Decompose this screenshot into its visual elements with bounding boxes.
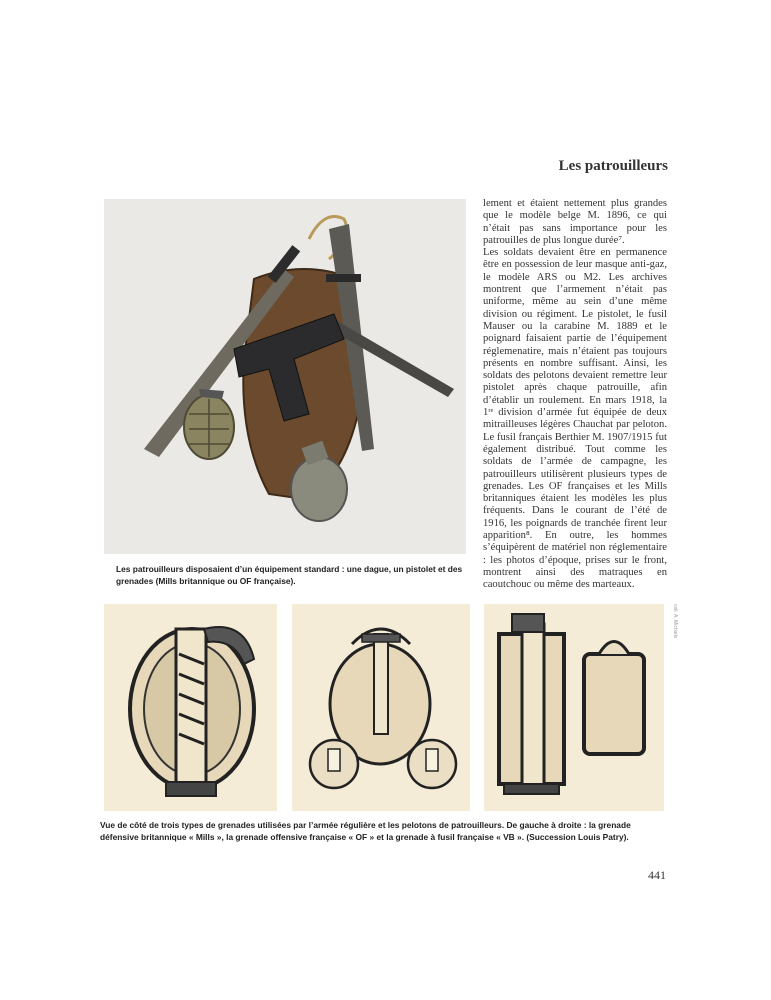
page-number: 441	[648, 868, 666, 882]
equipment-photo	[104, 199, 466, 554]
of-grenade-drawing	[292, 604, 470, 811]
photo-credit: coll. A. Michiels	[672, 604, 678, 639]
photo-caption: Les patrouilleurs disposaient d’un équipement standard : une dague, un pistolet et des grenades (Mills britannique ou OF française).	[116, 564, 463, 586]
body-text	[483, 198, 667, 592]
drawings-caption: Vue de côté de trois types de grenades utilisées par l’armée régulière et les pelotons de patrouilleurs. De gauche à droite : la grenade défensive britannique « Mills », la grenade offensive française « OF » et la grenade à fusil française « VB ». (Succession Louis Patry).	[100, 820, 631, 842]
mills-grenade-drawing	[104, 604, 277, 811]
page-title: Les patrouilleurs	[558, 158, 668, 174]
paragraph: lement et étaient nettement plus grandes que le modèle belge M. 1896, ce qui n’était pas sans importance pour les patrouilles de plus longue durée⁷.	[483, 198, 667, 246]
paragraph: Les soldats devaient être en permanence être en possession de leur masque anti-gaz, le modèle ARS ou M2. Les archives montrent que l’armement n’était pas uniforme, même au sein d’une même division ou régiment. Le pistolet, le fusil Mauser ou la carabine M. 1889 et le poignard faisaient partie de l’équipement réglemenatire, mais n’étaient pas toujours présents en nombre suffisant. Ainsi, les soldats des pelotons devaient remettre leur pistolet après chaque patrouille, afin d’établir un roulement. En mars 1918, la 1ʳᵉ division d’armée fut équipée de deux mitrailleuses légères Chauchat par peloton. Le fusil français Berthier M. 1907/1915 fut également distribué. Tout comme les soldats de l’armée de campagne, les patrouilleurs utilisèrent plusieurs types de grenades. Les OF françaises et les Mills britanniques étaient les modèles les plus fréquents. Dans le courant de l’été de 1916, les poignards de tranchée firent leur apparition⁸. En outre, les hommes s’équipèrent de matériel non réglementaire : les photos d’époque, prises sur le front, montrent ainsi des matraques en caoutchouc ou même des marteaux.	[483, 247, 667, 591]
vb-grenade-drawing	[484, 604, 664, 811]
